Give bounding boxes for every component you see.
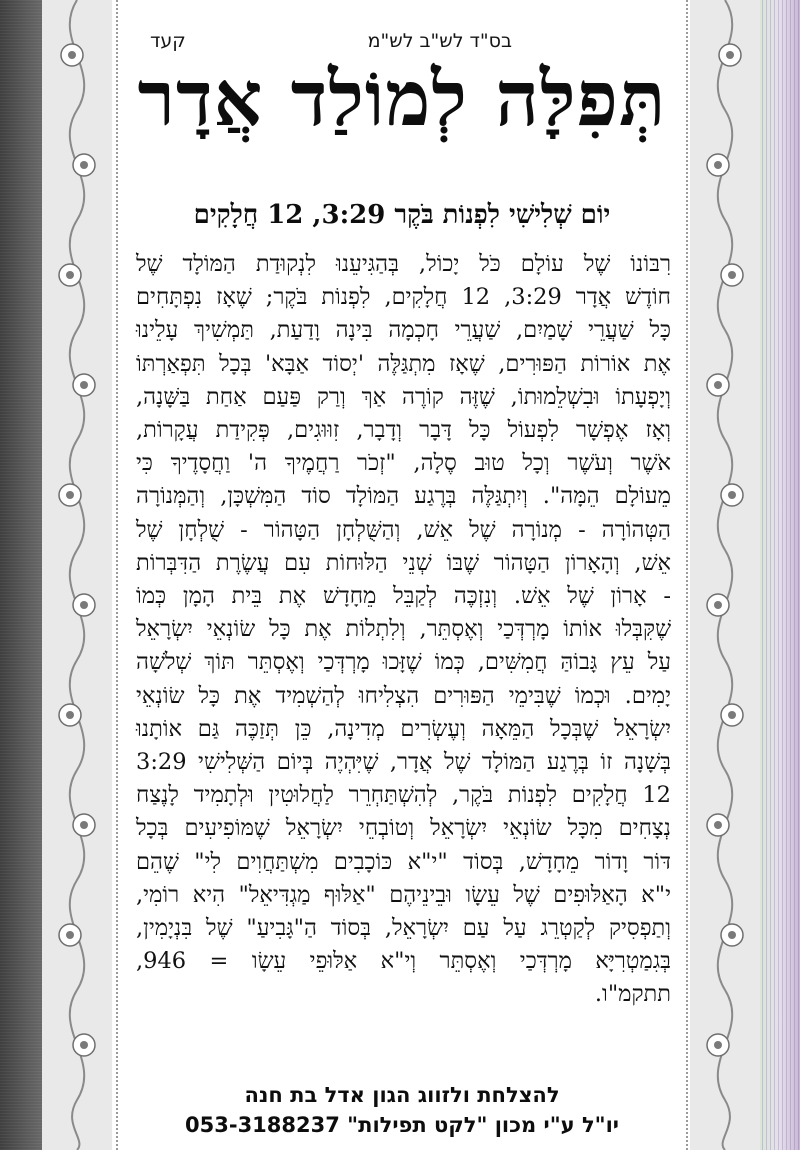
prayer-body [136, 248, 671, 1012]
prayer-line: וְאָז אֶפְשָׁר לִפְעוֹל כָּל דָּבָר וְדָבָר, זִוּוּגִים, פְּקִידַת עֲקָרוֹת, [136, 417, 671, 444]
prayer-line: נְצָחִים מִכָּל שׂוֹנְאֵי יִשְׂרָאֵל וְטוֹבְחֵי יִשְׂרָאֵל שֶׁמּוֹפִיעִים בְּכָל [136, 815, 671, 842]
prayer-line: וְתַפְסִיק לְקַטְרֵג עַל עַם יִשְׂרָאֵל, בְּסוֹד הַ"גָּבִיעַ" שֶׁל בִּנְיָמִין, [136, 915, 671, 942]
prayer-line: וְיָפְעָתוֹ וּבִשְׁלֵמוּתוֹ, שֶׁזֶּה קוֹרֶה אַךְ וְרַק פַּעַם אַחַת בַּשָּׁנָה, [136, 383, 671, 410]
prayer-line: שֶׁקִּבְּלוּ אוֹתוֹ מָרְדְּכַי וְאֶסְתֵּר, וְלִתְלוֹת אֶת כָּל שׂוֹנְאֵי יִשְׂרָאֵל [136, 616, 671, 643]
scroll-ornament-icon [42, 0, 112, 1150]
dotted-rule-right [686, 0, 688, 1150]
dedication-line: להצלחת ולזווג הגון אדל בת חנה [244, 1083, 560, 1107]
prayer-line: בְּגִמַטְרִיָּא מָרְדְּכַי וְאֶסְתֵּר וְי"א אַלּוּפֵי עֵשָׂו = 946, [136, 948, 671, 975]
prayer-line: דּוֹר וָדוֹר מֵחָדָשׁ, בְּסוֹד "י"א כּוֹכָבִים מִשְׁתַּחֲוִים לִי" שֶׁהֵם [136, 848, 671, 875]
prayer-line: כָּל שַׁעֲרֵי שָׁמַיִם, שַׁעֲרֵי חָכְמָה בִּינָה וָדַעַת, תַּמְשִׁיךְ עָלֵינוּ [136, 317, 671, 344]
dedication-footer [122, 1080, 682, 1140]
dotted-rule-left [116, 0, 118, 1150]
left-dark-margin [0, 0, 48, 1150]
prayer-line: רִבּוֹנוֹ שֶׁל עוֹלָם כֹּל יָכוֹל, בְּהַגִּיעֵנוּ לִנְקוּדַת הַמּוֹלָד שֶׁל [136, 251, 671, 277]
prayer-line: בְּשָׁנָה זוֹ בְּרֶגַע הַמּוֹלָד שֶׁל אֲדָר, שֶׁיִּהְיֶה בְּיוֹם הַשְּׁלִישִׁי 3:29 [136, 749, 671, 776]
publisher-line: יו"ל ע"י מכון "לקט תפילות" 053-3188237 [185, 1113, 619, 1137]
prayer-line: יִשְׂרָאֵל שֶׁבְּכָל הַמֵּאָה וְעֶשְׂרִים מְדִינָה, כֵּן תְּזַכֶּה גַּם אוֹתָנוּ [136, 715, 671, 742]
page-number: קעד [150, 30, 186, 52]
right-speckled-margin [758, 0, 800, 1150]
prayer-line: חוֹדֶשׁ אֲדָר 3:29, 12 חֲלָקִים, לִפְנוֹת בֹּקֶר; שֶׁאָז נִפְתָּחִים [136, 284, 671, 311]
prayer-line: תתקמ"ו. [594, 981, 671, 1008]
prayer-line: - אָרוֹן שֶׁל אֵשׁ. וְנִזְכֶּה לְקַבֵּל מֵחָדָשׁ אֶת בֵּית הָמָן כְּמוֹ [136, 583, 671, 610]
prayer-line: 12 חֲלָקִים לִפְנוֹת בֹּקֶר, לְהִשְׁתַּחְרֵר לַחֲלוּטִין וּלְתָמִיד לָנֶצַח [136, 782, 671, 809]
bsd-header: בס"ד לש"ב לש"מ [367, 30, 512, 52]
prayer-line: י"א הָאַלּוּפִים שֶׁל עֵשָׂו וּבֵינֵיהֶם "אַלּוּף מַגְדִּיאֵל" הִיא רוֹמִי, [136, 881, 671, 908]
molad-time-subtitle: יוֹם שְׁלִישִׁי לִפְנוֹת בֹּקֶר 3:29, 12 חֲלָקִים [193, 200, 611, 230]
prayer-line: הַטְּהוֹרָה - מְנוֹרָה שֶׁל אֵשׁ, וְהַשֻּׁלְחָן הַטָּהוֹר - שֻׁלְחָן שֶׁל [136, 516, 671, 543]
prayer-page [122, 0, 682, 1150]
prayer-line: אֵשׁ, וְהָאָרוֹן הַטָּהוֹר שֶׁבּוֹ שְׁנֵי הַלּוּחוֹת עִם עֲשֶׂרֶת הַדִּבְּרוֹת [136, 549, 671, 576]
prayer-line: יָמִים. וּכְמוֹ שֶׁבִּימֵי הַפּוּרִים הִצְלִיחוּ לְהַשְׁמִיד אֶת כָּל שׂוֹנְאֵי [136, 682, 671, 709]
prayer-line: אֶת אוֹרוֹת הַפּוּרִים, שֶׁאָז מִתְגַּלֶּה 'יְסוֹד אַבָּא' בְּכָל תִּפְאַרְתּוֹ [136, 350, 671, 377]
ornamental-border-left [42, 0, 112, 1150]
page-title: תְּפִלָּה לְמוֹלַד אֲדָר [137, 54, 667, 143]
prayer-line: מֵעוֹלָם הֵמָּה". וְיִתְגַּלֶּה בְּרֶגַע הַמּוֹלָד סוֹד הַמִּשְׁכָּן, וְהַמְּנוֹרָה [136, 483, 671, 510]
ornamental-border-right [690, 0, 760, 1150]
prayer-line: אֹשֶׁר וְעֹשֶׁר וְכָל טוּב סֶלָה, "זְכֹר רַחֲמֶיךָ ה' וַחֲסָדֶיךָ כִּי [136, 450, 671, 477]
prayer-line: עַל עֵץ גָּבוֹהַּ חֲמִשִּׁים, כְּמוֹ שֶׁזָּכוּ מָרְדְּכַי וְאֶסְתֵּר תּוֹךְ שְׁלֹשָׁה [136, 649, 671, 676]
scroll-ornament-icon [690, 0, 760, 1150]
